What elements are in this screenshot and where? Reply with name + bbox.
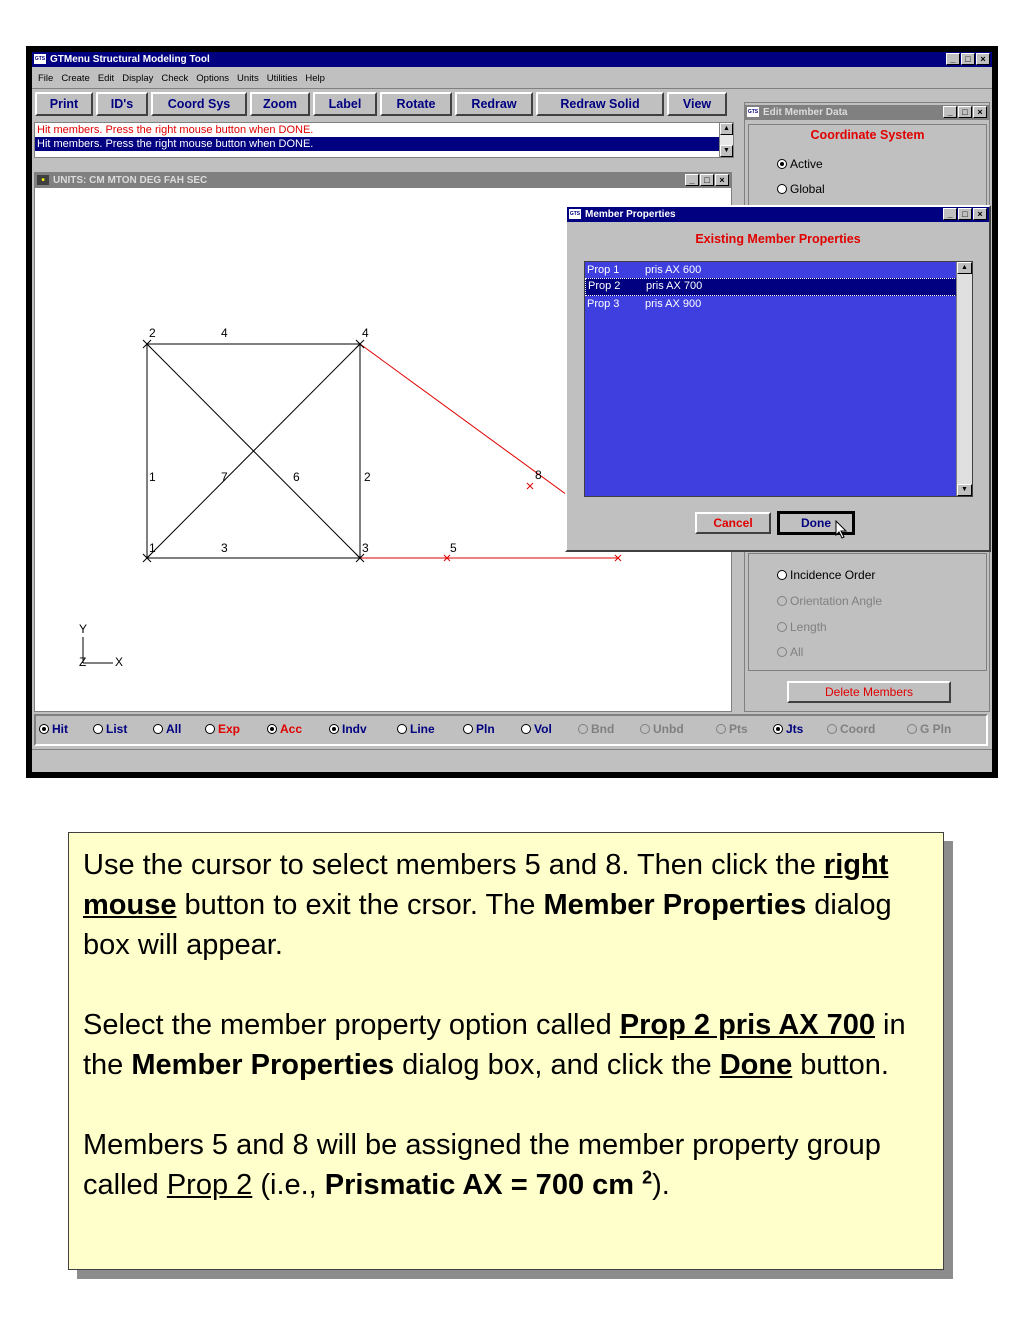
existing-member-properties-heading: Existing Member Properties [695,232,861,246]
member-properties-icon: GTS [569,211,581,217]
list-options-group [748,553,987,671]
length-radio[interactable]: Length [777,620,827,634]
menu-file[interactable]: File [38,73,54,84]
edit-member-data-icon: GTS [747,109,759,115]
cancel-button[interactable]: Cancel [695,512,771,534]
menu-units[interactable]: Units [237,73,259,84]
menu-create[interactable]: Create [61,73,90,84]
list-item-prop-2[interactable]: Prop 2 pris AX 700 [585,278,957,296]
joint-label: 3 [362,541,369,555]
close-icon[interactable]: × [976,53,990,65]
bottom-status-strip [32,749,992,772]
label-button[interactable]: Label [313,92,377,116]
edm-minimize-icon[interactable]: _ [943,106,957,118]
mode-pln-radio[interactable]: Pln [463,722,495,736]
mode-coord-radio[interactable]: Coord [827,722,875,736]
message-line: Hit members. Press the right mouse button when DONE. [37,124,314,136]
mode-pts-radio[interactable]: Pts [716,722,748,736]
joint-label: 1 [149,541,156,555]
orientation-angle-radio[interactable]: Orientation Angle [777,594,882,608]
edit-member-data-title: Edit Member Data [763,107,848,118]
canvas-title: UNITS: CM MTON DEG FAH SEC [53,175,208,186]
app-icon: GTS [34,56,46,62]
member-marker [527,483,533,489]
coord-system-heading: Coordinate System [810,128,925,142]
member-properties-titlebar[interactable] [567,207,989,222]
canvas-titlebar[interactable] [35,173,731,188]
menu-display[interactable]: Display [122,73,154,84]
rotate-button[interactable]: Rotate [380,92,452,116]
list-scroll-up-icon[interactable]: ▲ [957,262,972,274]
mode-indv-radio[interactable]: Indv [329,722,367,736]
list-item-prop-1[interactable]: Prop 1 pris AX 600 [587,264,702,276]
member-label: 5 [450,541,457,555]
units-icon: ■ [37,175,49,185]
coord-system-group [748,124,987,212]
list-scroll-down-icon[interactable]: ▼ [957,484,972,496]
x-axis-label: X [115,655,124,669]
member-label: 1 [149,470,156,484]
window-controls [946,53,990,65]
minimize-icon[interactable]: _ [946,53,960,65]
redraw-button[interactable]: Redraw [455,92,533,116]
menu-help[interactable]: Help [305,73,325,84]
member-8[interactable] [360,344,589,511]
coord-active-radio[interactable]: Active [777,157,823,171]
member-label: 2 [364,470,371,484]
caption-spacer [83,1085,929,1125]
canvas-maximize-icon[interactable]: □ [700,174,714,186]
mode-gpln-radio[interactable]: G Pln [907,722,951,736]
mode-bnd-radio[interactable]: Bnd [578,722,614,736]
list-item-prop-3[interactable]: Prop 3 pris AX 900 [587,298,702,310]
coord-sys-button[interactable]: Coord Sys [151,92,247,116]
redraw-solid-button[interactable]: Redraw Solid [536,92,664,116]
mode-hit-radio[interactable]: Hit [39,722,68,736]
app-titlebar[interactable] [32,52,992,67]
message-line-selected: Hit members. Press the right mouse button when DONE. [35,137,733,151]
zoom-button[interactable]: Zoom [250,92,310,116]
mp-minimize-icon[interactable]: _ [943,208,957,220]
message-scrollbar[interactable] [719,123,733,157]
caption-paragraph-1: Use the cursor to select members 5 and 8. Then click the right mouse button to exit the crsor. The Member Properties dialog box will appear. [83,849,892,961]
edit-member-data-titlebar[interactable] [745,105,989,120]
member-properties-title: Member Properties [585,209,676,220]
delete-members-button[interactable]: Delete Members [787,681,951,703]
list-scrollbar[interactable] [956,262,972,496]
mode-acc-radio[interactable]: Acc [267,722,302,736]
menu-options[interactable]: Options [196,73,230,84]
joint-label: 4 [362,326,369,340]
member-label: 8 [535,468,542,482]
app-window [32,52,992,772]
mode-line-radio[interactable]: Line [397,722,435,736]
joint-label: 2 [149,326,156,340]
edm-close-icon[interactable]: × [973,106,987,118]
caption-paragraph-3: Members 5 and 8 will be assigned the member property group called Prop 2 (i.e., Prismatic AX = 700 cm $^2$). [83,1129,881,1201]
menu-edit[interactable]: Edit [97,73,115,84]
menu-utilities[interactable]: Utilities [266,73,298,84]
mode-all-radio[interactable]: All [153,722,181,736]
edit-member-data-controls [943,106,987,118]
canvas-window-controls [685,174,729,186]
mode-jts-radio[interactable]: Jts [773,722,803,736]
app-title: GTMenu Structural Modeling Tool [50,54,210,65]
member-label: 4 [221,326,228,340]
scroll-up-icon[interactable]: ▲ [720,123,733,135]
menu-check[interactable]: Check [161,73,189,84]
mode-exp-radio[interactable]: Exp [205,722,240,736]
member-label: 3 [221,541,228,555]
mouse-cursor-icon [835,520,849,540]
mode-vol-radio[interactable]: Vol [521,722,552,736]
message-box [34,122,734,158]
mode-unbd-radio[interactable]: Unbd [640,722,684,736]
z-axis-label: Z [79,655,87,669]
view-button[interactable]: View [667,92,727,116]
member-properties-controls [943,208,987,220]
member-label: 6 [293,470,300,484]
member-label: 7 [221,470,228,484]
scroll-down-icon[interactable]: ▼ [720,145,733,157]
canvas-close-icon[interactable]: × [715,174,729,186]
y-axis-label: Y [79,622,88,636]
coord-global-radio[interactable]: Global [777,182,825,196]
mode-list-radio[interactable]: List [93,722,127,736]
incidence-order-radio[interactable]: Incidence Order [777,568,875,582]
mp-maximize-icon[interactable]: □ [958,208,972,220]
caption-paragraph-2: Select the member property option called Prop 2 pris AX 700 in the Member Properties dialog box, and click the Done button. [83,1009,906,1081]
selection-mode-bar [34,714,988,746]
all-radio[interactable]: All [777,645,803,659]
print-button[interactable]: Print [35,92,93,116]
canvas-minimize-icon[interactable]: _ [685,174,699,186]
mp-close-icon[interactable]: × [973,208,987,220]
menu-bar [32,72,732,86]
ids-button[interactable]: ID's [96,92,148,116]
caption-spacer [83,965,929,1005]
member-properties-dialog [565,205,991,552]
done-button[interactable]: Done [778,512,854,534]
member-properties-list[interactable] [584,261,973,497]
maximize-icon[interactable]: □ [961,53,975,65]
edm-maximize-icon[interactable]: □ [958,106,972,118]
instruction-caption [68,832,944,1270]
menu-divider [32,88,992,89]
